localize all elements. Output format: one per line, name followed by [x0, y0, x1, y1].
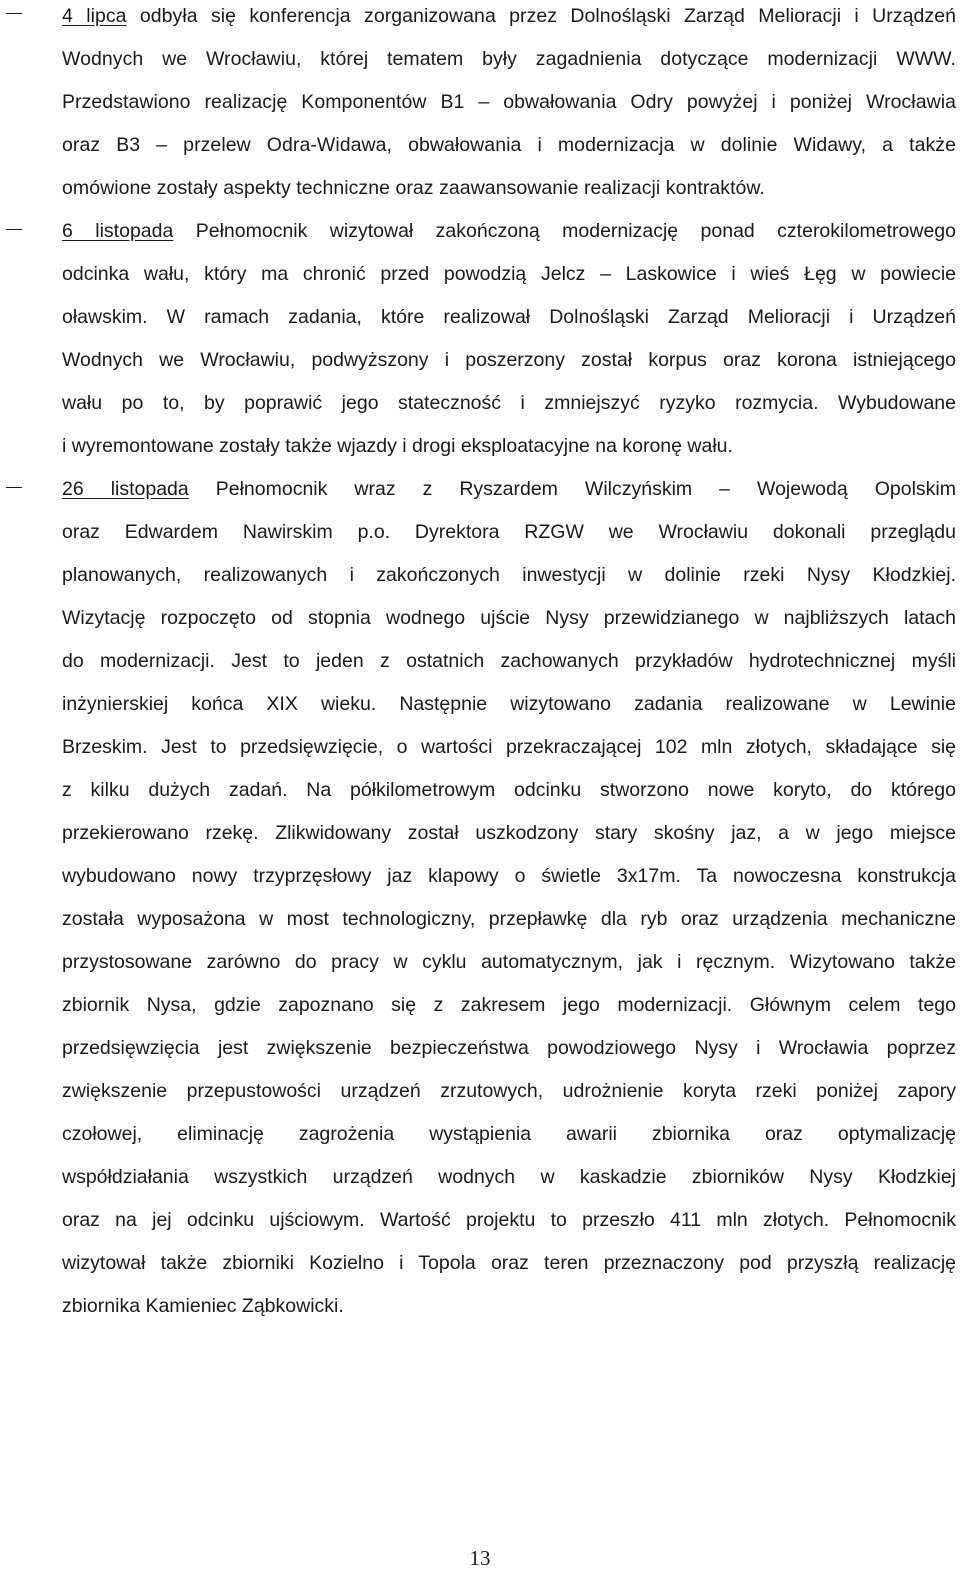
- text-line: i wyremontowane zostały także wjazdy i drogi eksploatacyjne na koronę wału.: [62, 435, 733, 457]
- page-number: 13: [469, 1546, 491, 1570]
- text-line: przedsięwzięcia jest zwiększenie bezpieczeństwa powodziowego Nysy i Wrocławia poprzez: [62, 1037, 956, 1059]
- text-line: została wyposażona w most technologiczny, przepławkę dla ryb oraz urządzenia mechaniczne: [62, 908, 956, 930]
- text-line: do modernizacji. Jest to jeden z ostatnich zachowanych przykładów hydrotechnicznej myśli: [62, 650, 956, 672]
- text-line: inżynierskiej końca XIX wieku. Następnie wizytowano zadania realizowane w Lewinie: [62, 693, 956, 715]
- text-line: planowanych, realizowanych i zakończonych inwestycji w dolinie rzeki Nysy Kłodzkiej.: [62, 564, 956, 586]
- text-line: przystosowane zarówno do pracy w cyklu automatycznym, jak i ręcznym. Wizytowano także: [62, 951, 956, 973]
- text-line: współdziałania wszystkich urządzeń wodnych w kaskadzie zbiorników Nysy Kłodzkiej: [62, 1166, 956, 1188]
- text-line: oraz na jej odcinku ujściowym. Wartość projektu to przeszło 411 mln złotych. Pełnomocnik: [62, 1209, 956, 1231]
- text-line: 4 lipca odbyła się konferencja zorganizowana przez Dolnośląski Zarząd Melioracji i Urządzeń: [62, 5, 956, 27]
- text-line: Wodnych we Wrocławiu, podwyższony i poszerzony został korpus oraz korona istniejącego: [62, 349, 956, 371]
- text-line: 6 listopada Pełnomocnik wizytował zakończoną modernizację ponad czterokilometrowego: [62, 220, 956, 242]
- text-line: wału po to, by poprawić jego stateczność i zmniejszyć ryzyko rozmycia. Wybudowane: [62, 392, 956, 414]
- text-line: z kilku dużych zadań. Na półkilometrowym odcinku stworzono nowe koryto, do którego: [62, 779, 956, 801]
- text-line: oławskim. W ramach zadania, które realizował Dolnośląski Zarząd Melioracji i Urządzeń: [62, 306, 956, 328]
- text-line: Przedstawiono realizację Komponentów B1 – obwałowania Odry powyżej i poniżej Wrocławia: [62, 91, 956, 113]
- text-line: Wizytację rozpoczęto od stopnia wodnego ujście Nysy przewidzianego w najbliższych latach: [62, 607, 956, 629]
- dash-bullet: [6, 487, 22, 488]
- date-label: 6 listopada: [62, 220, 174, 242]
- text-line: wybudowano nowy trzyprzęsłowy jaz klapowy o świetle 3x17m. Ta nowoczesna konstrukcja: [62, 865, 956, 887]
- text-line: wizytował także zbiorniki Kozielno i Topola oraz teren przeznaczony pod przyszłą realizację: [62, 1252, 956, 1274]
- text-line: oraz B3 – przelew Odra-Widawa, obwałowania i modernizacja w dolinie Widawy, a także: [62, 134, 956, 156]
- text-line: zbiornika Kamieniec Ząbkowicki.: [62, 1295, 344, 1317]
- dash-bullet: [6, 13, 22, 14]
- text-line: omówione zostały aspekty techniczne oraz zaawansowanie realizacji kontraktów.: [62, 177, 765, 199]
- text-line: odcinka wału, który ma chronić przed powodzią Jelcz – Laskowice i wieś Łęg w powiecie: [62, 263, 956, 285]
- text-line: czołowej, eliminację zagrożenia wystąpienia awarii zbiornika oraz optymalizację: [62, 1123, 956, 1145]
- date-label: 4 lipca: [62, 5, 127, 27]
- text-line: 26 listopada Pełnomocnik wraz z Ryszardem Wilczyńskim – Wojewodą Opolskim: [62, 478, 956, 500]
- date-label: 26 listopada: [62, 478, 189, 500]
- text-line: oraz Edwardem Nawirskim p.o. Dyrektora RZGW we Wrocławiu dokonali przeglądu: [62, 521, 956, 543]
- dash-bullet: [6, 229, 22, 230]
- text-line: przekierowano rzekę. Zlikwidowany został uszkodzony stary skośny jaz, a w jego miejsce: [62, 822, 956, 844]
- text-line: Brzeskim. Jest to przedsięwzięcie, o wartości przekraczającej 102 mln złotych, składające się: [62, 736, 956, 758]
- text-line: zwiększenie przepustowości urządzeń zrzutowych, udrożnienie koryta rzeki poniżej zapory: [62, 1080, 956, 1102]
- text-line: zbiornik Nysa, gdzie zapoznano się z zakresem jego modernizacji. Głównym celem tego: [62, 994, 956, 1016]
- text-line: Wodnych we Wrocławiu, której tematem były zagadnienia dotyczące modernizacji WWW.: [62, 48, 956, 70]
